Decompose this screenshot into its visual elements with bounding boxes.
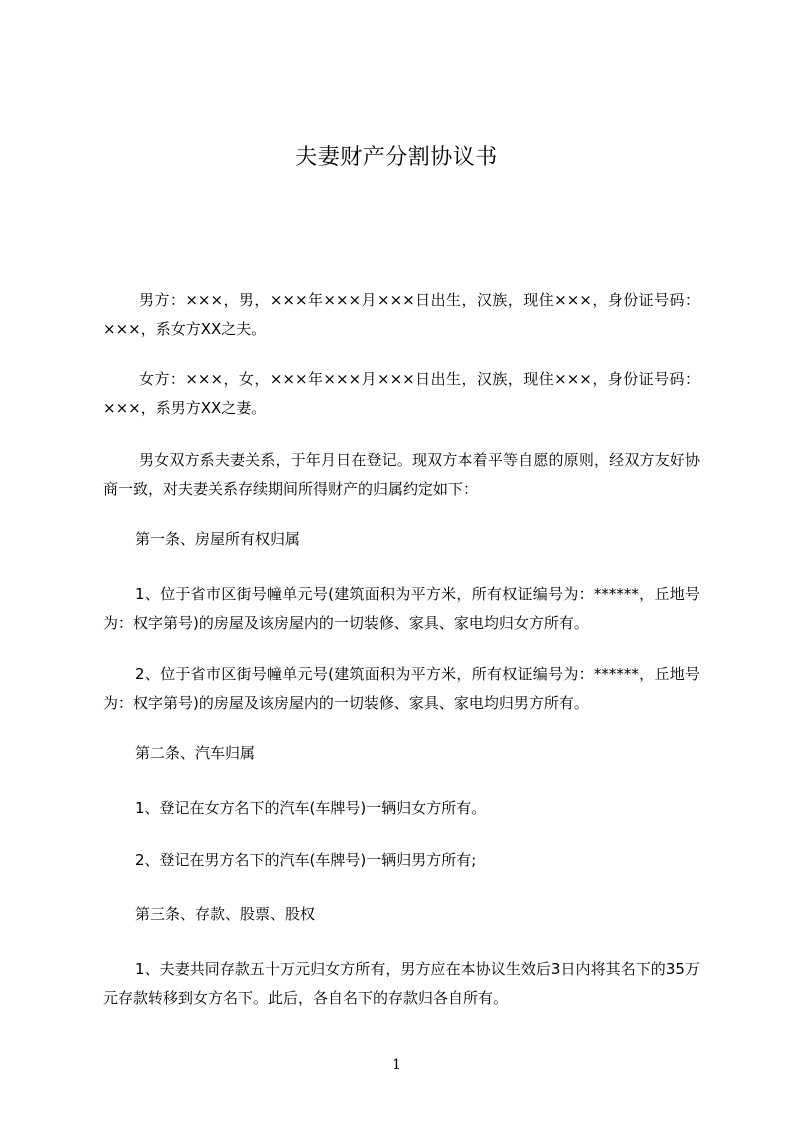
paragraph-article-2-item-1: 1、登记在女方名下的汽车(车牌号)一辆归女方所有。 — [135, 799, 487, 817]
heading-article-3: 第三条、存款、股票、股权 — [135, 905, 316, 923]
heading-article-1: 第一条、房屋所有权归属 — [135, 530, 301, 548]
paragraph-wife: 女方：×××，女，×××年×××月×××日出生，汉族，现住×××，身份证号码：×××，系男方XX之妻。 — [103, 370, 700, 417]
paragraph-article-1-item-1: 1、位于省市区街号幢单元号(建筑面积为平方米，所有权证编号为：******，丘地号为：权字第号)的房屋及该房屋内的一切装修、家具、家电均归女方所有。 — [103, 585, 700, 632]
document-title: 夫妻财产分割协议书 — [295, 145, 498, 170]
paragraph-preamble: 男女双方系夫妻关系，于年月日在登记。现双方本着平等自愿的原则，经双方友好协商一致，对夫妻关系存续期间所得财产的归属约定如下： — [103, 451, 700, 498]
paragraph-article-3-item-1: 1、夫妻共同存款五十万元归女方所有，男方应在本协议生效后3日内将其名下的35万元存款转移到女方名下。此后，各自名下的存款归各自所有。 — [103, 960, 700, 1007]
heading-article-2: 第二条、汽车归属 — [135, 744, 256, 762]
paragraph-article-1-item-2: 2、位于省市区街号幢单元号(建筑面积为平方米，所有权证编号为：******，丘地号为：权字第号)的房屋及该房屋内的一切装修、家具、家电均归男方所有。 — [103, 665, 700, 712]
page-number: 1 — [392, 1057, 401, 1073]
paragraph-husband: 男方：×××，男，×××年×××月×××日出生，汉族，现住×××，身份证号码：×××，系女方XX之夫。 — [103, 291, 700, 338]
paragraph-article-2-item-2: 2、登记在男方名下的汽车(车牌号)一辆归男方所有; — [135, 851, 477, 869]
